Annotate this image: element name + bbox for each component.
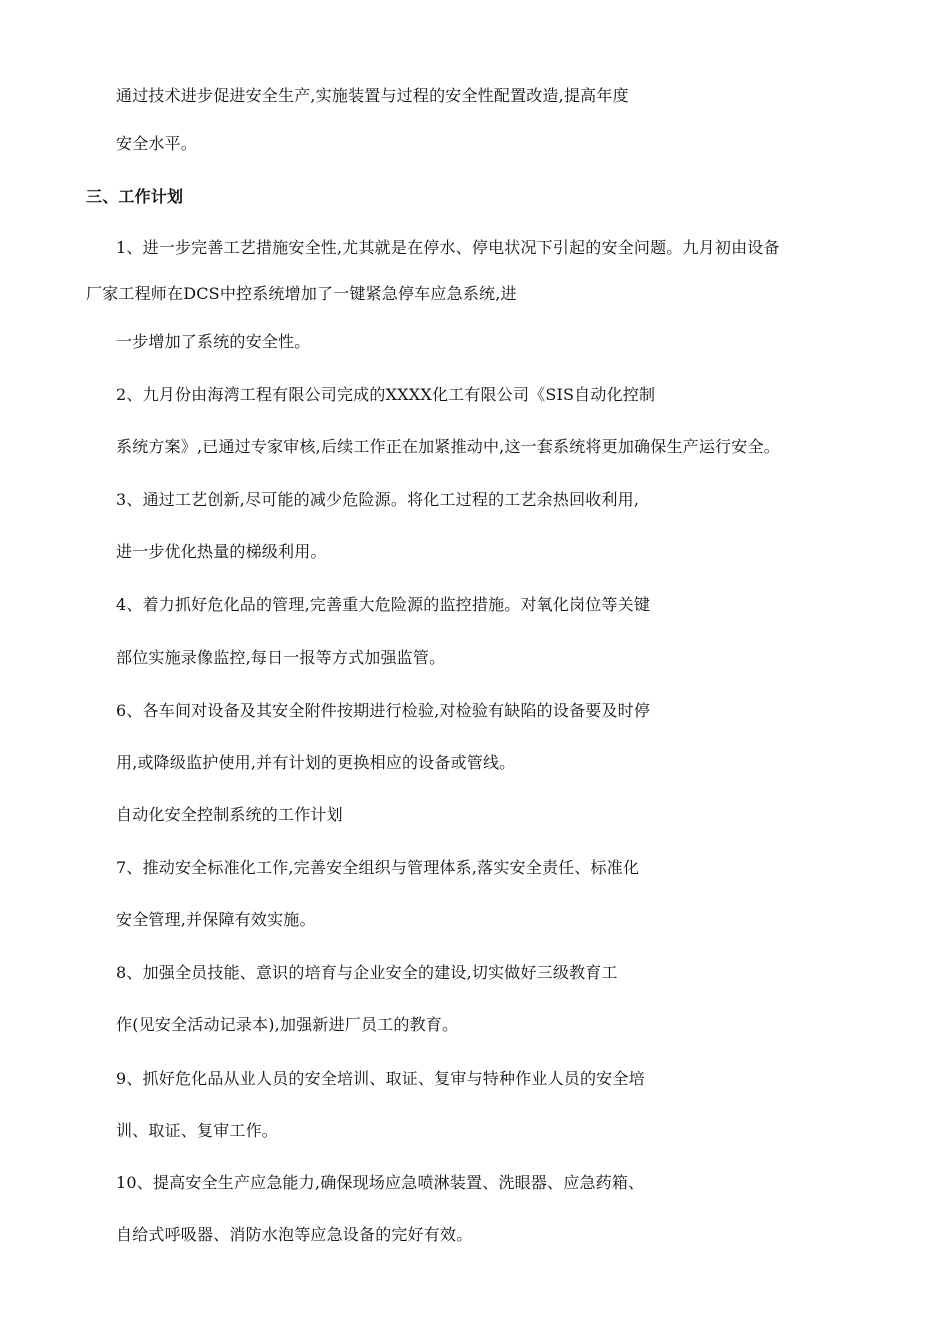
paragraph-line: 安全管理,并保障有效实施。 (116, 910, 316, 929)
paragraph-line: 系统方案》,已通过专家审核,后续工作正在加紧推动中,这一套系统将更加确保生产运行安全。 (116, 437, 780, 456)
paragraph-line: 7、推动安全标准化工作,完善安全组织与管理体系,落实安全责任、标准化 (116, 858, 640, 877)
paragraph-line: 部位实施录像监控,每日一报等方式加强监管。 (116, 648, 446, 667)
paragraph-line: 1、进一步完善工艺措施安全性,尤其就是在停水、停电状况下引起的安全问题。九月初由设备 (116, 238, 780, 257)
paragraph-line: 厂家工程师在DCS中控系统增加了一键紧急停车应急系统,进 (86, 284, 517, 303)
paragraph-line: 进一步优化热量的梯级利用。 (116, 542, 327, 561)
paragraph-line: 通过技术进步促进安全生产,实施装置与过程的安全性配置改造,提高年度 (116, 86, 629, 105)
paragraph-line: 2、九月份由海湾工程有限公司完成的XXXX化工有限公司《SIS自动化控制 (116, 385, 656, 404)
paragraph-line: 9、抓好危化品从业人员的安全培训、取证、复审与特种作业人员的安全培 (116, 1069, 645, 1088)
paragraph-line: 3、通过工艺创新,尽可能的减少危险源。将化工过程的工艺余热回收利用, (116, 490, 640, 509)
paragraph-line: 一步增加了系统的安全性。 (116, 332, 311, 351)
paragraph-line: 10、提高安全生产应急能力,确保现场应急喷淋装置、洗眼器、应急药箱、 (116, 1173, 645, 1192)
paragraph-line: 8、加强全员技能、意识的培育与企业安全的建设,切实做好三级教育工 (116, 963, 618, 982)
paragraph-line: 用,或降级监护使用,并有计划的更换相应的设备或管线。 (116, 753, 516, 772)
paragraph-line: 安全水平。 (116, 134, 198, 153)
subheading-line: 自动化安全控制系统的工作计划 (116, 805, 343, 824)
paragraph-line: 作(见安全活动记录本),加强新进厂员工的教育。 (116, 1015, 459, 1034)
paragraph-line: 训、取证、复审工作。 (116, 1121, 279, 1140)
paragraph-line: 6、各车间对设备及其安全附件按期进行检验,对检验有缺陷的设备要及时停 (116, 701, 651, 720)
paragraph-line: 4、着力抓好危化品的管理,完善重大危险源的监控措施。对氧化岗位等关键 (116, 595, 651, 614)
section-heading: 三、工作计划 (86, 187, 184, 206)
paragraph-line: 自给式呼吸器、消防水泡等应急设备的完好有效。 (116, 1225, 473, 1244)
